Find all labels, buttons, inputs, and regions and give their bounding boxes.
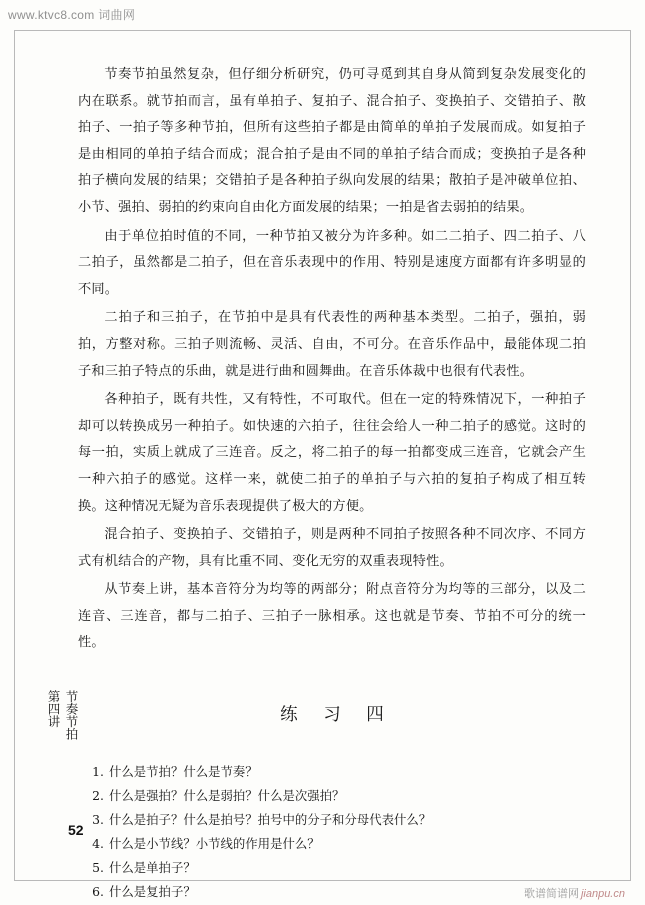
body-paragraph: 由于单位拍时值的不同，一种节拍又被分为许多种。如二二拍子、四二拍子、八二拍子，虽然都是二拍子，但在音乐表现中的作用、特别是速度方面都有许多明显的不同。: [78, 228, 586, 297]
watermark-top: www.ktvc8.com 词曲网: [8, 8, 136, 22]
question-number: 2.: [92, 788, 104, 804]
question-text: 什么是拍子？什么是拍号？拍号中的分子和分母代表什么？: [109, 812, 432, 828]
watermark-bottom-label: 歌谱简谱网: [523, 887, 579, 900]
body-paragraph: 二拍子和三拍子，在节拍中是具有代表性的两种基本类型。二拍子，强拍，弱拍，方整对称。三拍子则流畅、灵活、自由，不可分。在音乐作品中，最能体现二拍子和三拍子特点的乐曲，就是进行曲和圆舞曲。在音乐体裁中也很有代表性。: [78, 310, 586, 379]
page-number: 52: [68, 822, 84, 838]
question-number: 4.: [92, 836, 104, 852]
page-content: [78, 62, 586, 904]
question-number: 3.: [92, 812, 104, 828]
watermark-bottom-site: jianpu.cn: [580, 888, 625, 900]
question-text: 什么是节拍？什么是节奏？: [109, 764, 258, 780]
question-number: 1.: [92, 764, 104, 780]
list-item: [82, 760, 586, 784]
side-tab-line-2: 节奏节拍: [64, 690, 79, 740]
page-border-left: [14, 30, 15, 881]
body-paragraph: 节奏节拍虽然复杂，但仔细分析研究，仍可寻觅到其自身从简到复杂发展变化的内在联系。就节拍而言，虽有单拍子、复拍子、混合拍子、变换拍子、交错拍子、散拍子、一拍子等多种节拍，但所有这些拍子都是由简单的单拍子发展而成。如复拍子是由相同的单拍子结合而成；混合拍子是由不同的单拍子结合而成；变换拍子是各种拍子横向发展的结果；交错拍子是各种拍子纵向发展的结果；散拍子是冲破单位拍、小节、强拍、弱拍的约束向自由化方面发展的结果；一拍是省去弱拍的结果。: [78, 67, 586, 215]
question-number: 6.: [92, 884, 104, 900]
chapter-side-tab: [46, 690, 80, 740]
watermark-bottom: [524, 885, 625, 901]
page-border-right: [630, 30, 631, 881]
list-item: [82, 808, 586, 832]
list-item: [82, 832, 586, 856]
question-text: 什么是强拍？什么是弱拍？什么是次强拍？: [109, 788, 345, 804]
question-number: 5.: [92, 860, 104, 876]
page-border-top: [14, 30, 631, 31]
body-paragraph: 各种拍子，既有共性，又有特性，不可取代。但在一定的特殊情况下，一种拍子却可以转换成另一种拍子。如快速的六拍子，往往会给人一种二拍子的感觉。这时的每一拍，实质上就成了三连音。反之，将二拍子的每一拍都变成三连音，它就会产生一种六拍子的感觉。这样一来，就使二拍子的单拍子与六拍的复拍子构成了相互转换。这种情况无疑为音乐表现提供了极大的方便。: [78, 392, 586, 514]
side-tab-line-1: 第四讲: [46, 690, 61, 728]
exercise-question-list: [78, 760, 586, 904]
list-item: [82, 784, 586, 808]
body-paragraph: 从节奏上讲，基本音符分为均等的两部分；附点音符分为均等的三部分，以及二连音、三连音，都与二拍子、三拍子一脉相承。这也就是节奏、节拍不可分的统一性。: [78, 582, 586, 651]
question-text: 什么是单拍子？: [109, 860, 196, 876]
question-text: 什么是复拍子？: [109, 884, 196, 900]
list-item: [82, 880, 586, 904]
question-text: 什么是小节线？小节线的作用是什么？: [109, 836, 320, 852]
body-paragraph: 混合拍子、变换拍子、交错拍子，则是两种不同拍子按照各种不同次序、不同方式有机结合的产物，具有比重不同、变化无穷的双重表现特性。: [78, 527, 586, 569]
list-item: [82, 856, 586, 880]
exercise-heading: 练 习 四: [280, 705, 394, 726]
